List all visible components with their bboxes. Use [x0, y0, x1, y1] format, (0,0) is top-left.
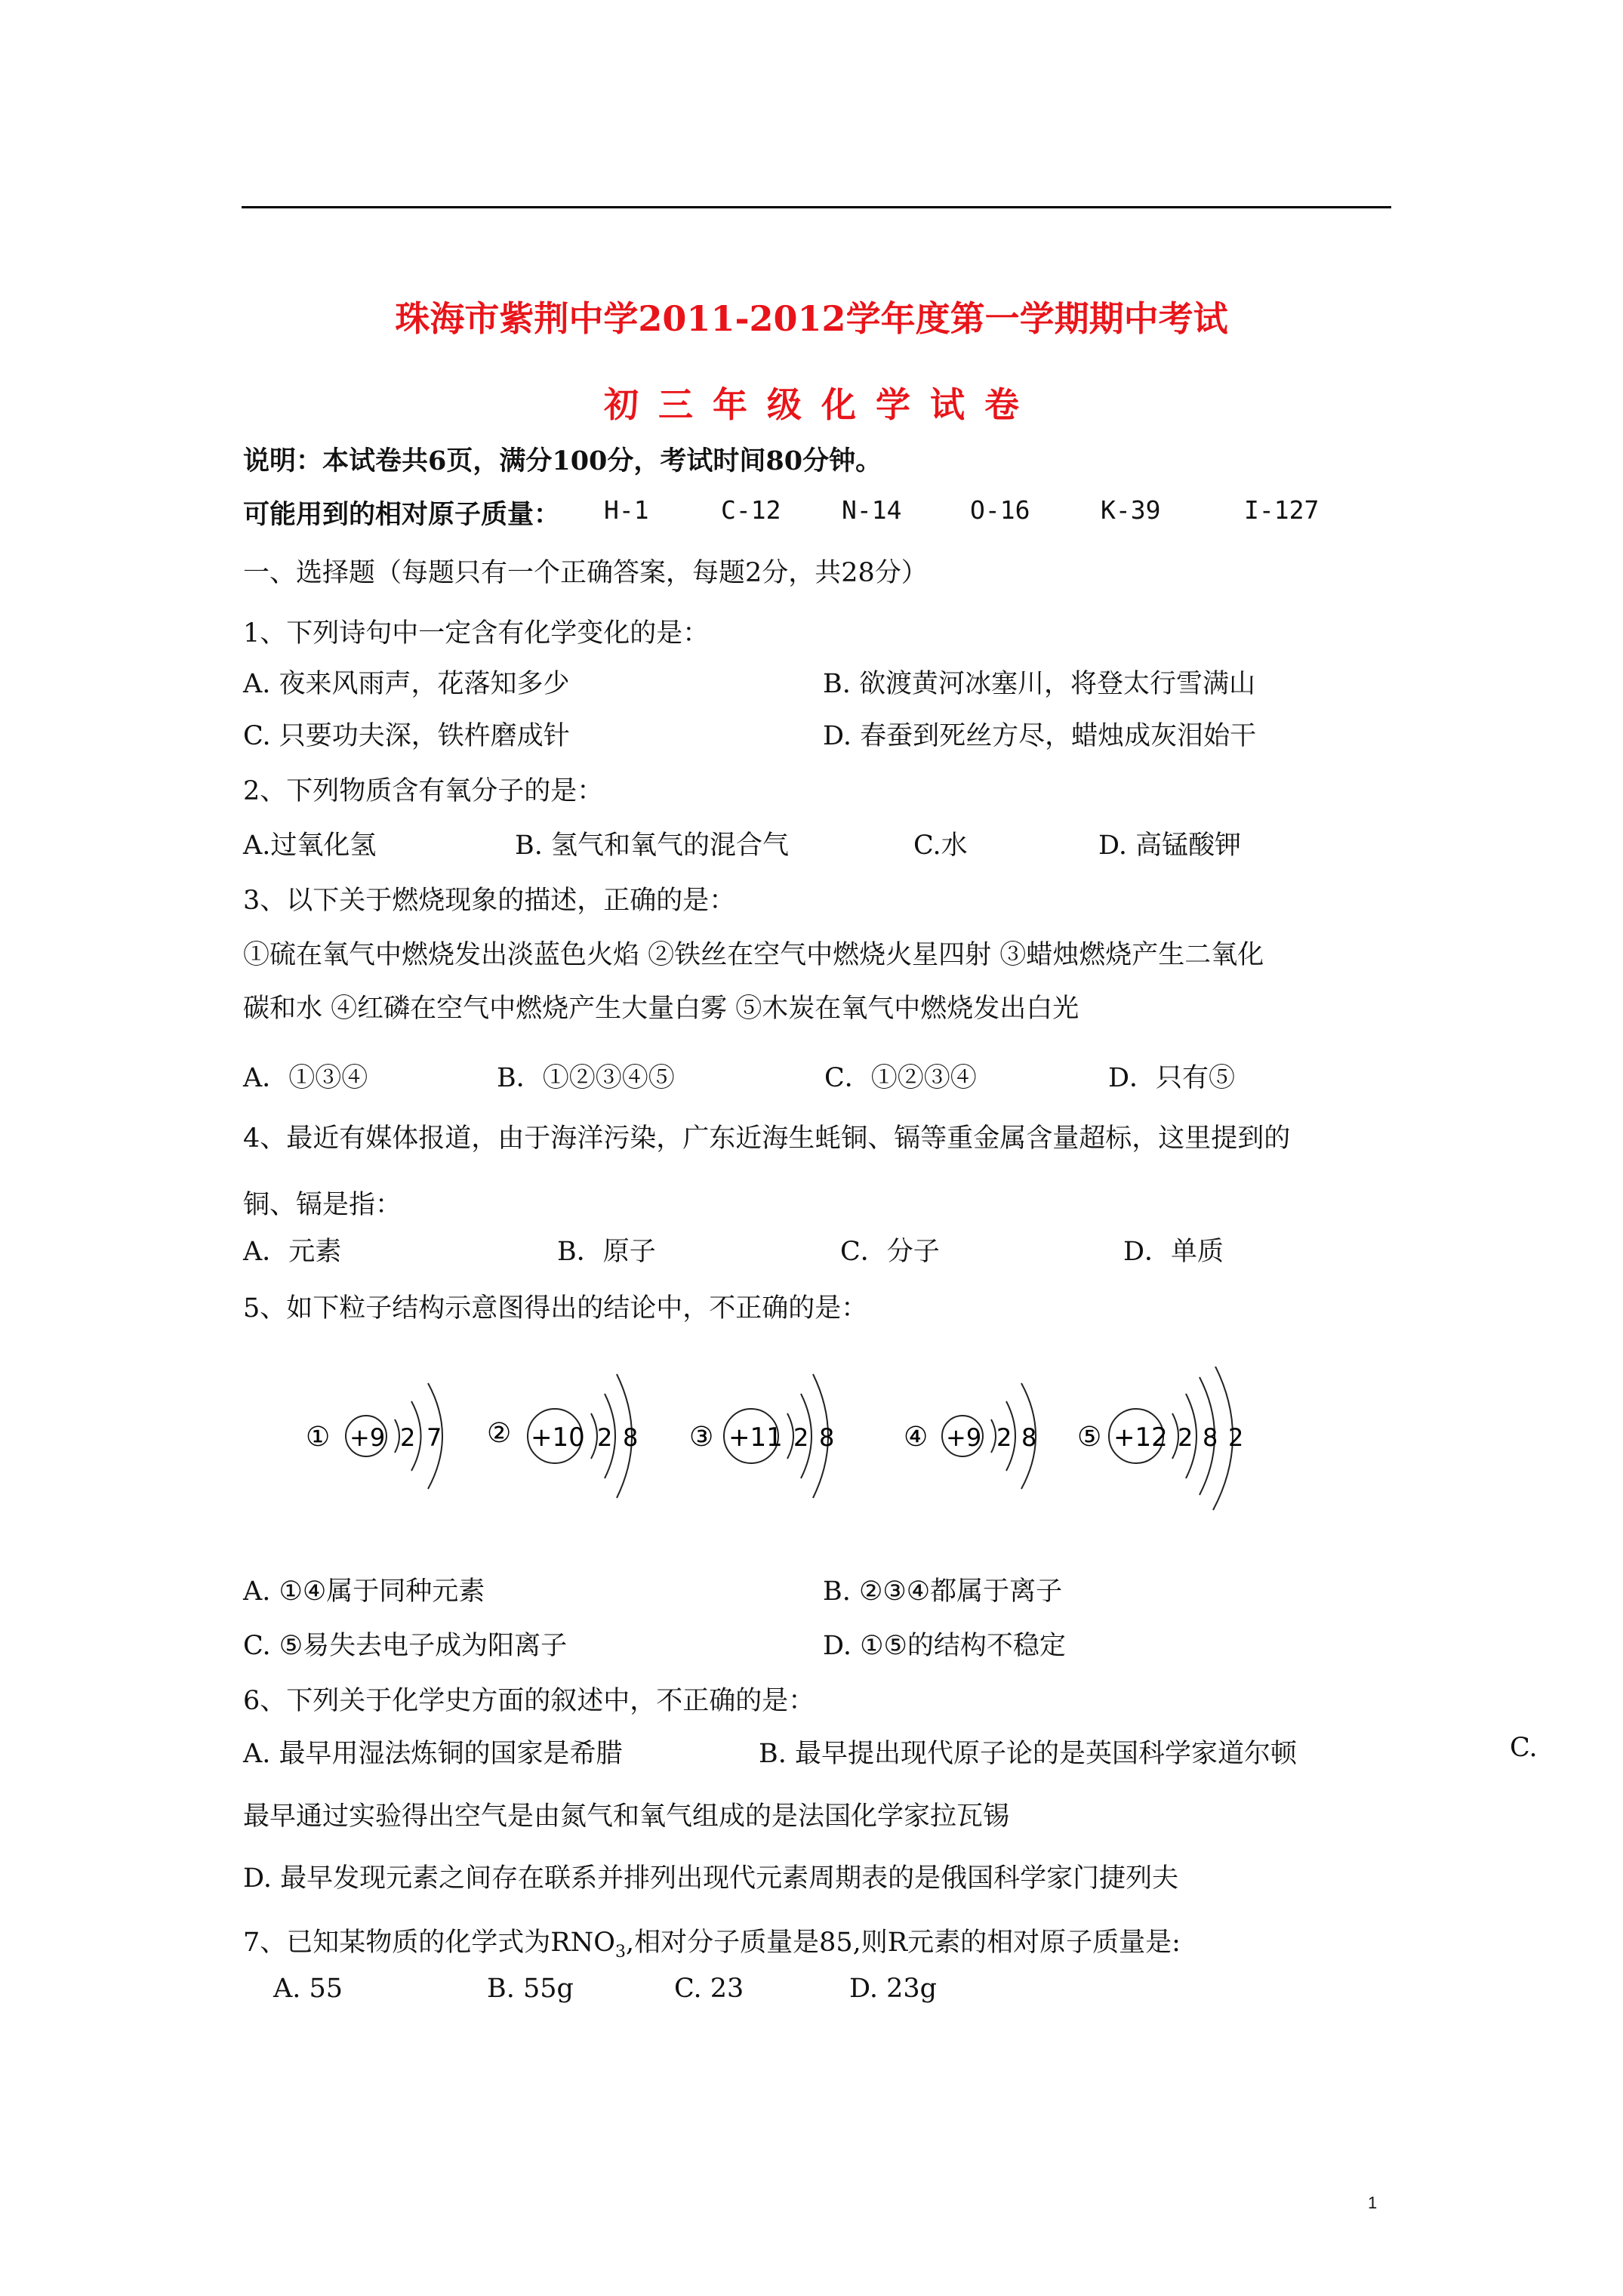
- q1-option-d: D. 春蚕到死丝方尽，蜡烛成灰泪始干: [823, 721, 1257, 751]
- q5-option-d: D. ①⑤的结构不稳定: [823, 1631, 1066, 1661]
- question-3-stem-line2: ①硫在氧气中燃烧发出淡蓝色火焰 ②铁丝在空气中燃烧火星四射 ③蜡烛燃烧产生二氧化: [243, 940, 1264, 970]
- diagram-2: [487, 1374, 638, 1498]
- atomic-mass-h: H-1: [604, 495, 649, 525]
- q1-option-b: B. 欲渡黄河冰塞川，将登太行雪满山: [823, 669, 1255, 699]
- diagram-5: [1077, 1367, 1243, 1510]
- svg-text:8: 8: [819, 1423, 835, 1452]
- q7-option-d: D. 23g: [849, 1974, 938, 2004]
- q1-option-c: C. 只要功夫深，铁杵磨成针: [243, 721, 570, 751]
- q2-option-b: B. 氢气和氧气的混合气: [515, 831, 789, 861]
- q2-option-c: C.水: [913, 831, 968, 861]
- q5-option-b: B. ②③④都属于离子: [823, 1576, 1063, 1607]
- atomic-mass-i: I-127: [1244, 495, 1320, 525]
- q6-option-d: D. 最早发现元素之间存在联系并排列出现代元素周期表的是俄国科学家门捷列夫: [243, 1863, 1179, 1894]
- atomic-mass-k: K-39: [1101, 495, 1161, 525]
- svg-text:8: 8: [623, 1423, 639, 1452]
- svg-text:⑤: ⑤: [1077, 1422, 1102, 1453]
- svg-text:2: 2: [1228, 1423, 1244, 1452]
- question-1-stem: 1、下列诗句中一定含有化学变化的是：: [243, 618, 710, 649]
- svg-text:③: ③: [689, 1422, 714, 1453]
- q6-option-a: A. 最早用湿法炼铜的国家是希腊: [243, 1739, 623, 1769]
- q6-option-c-text: 最早通过实验得出空气是由氮气和氧气组成的是法国化学家拉瓦锡: [243, 1801, 1010, 1832]
- question-6-stem: 6、下列关于化学史方面的叙述中，不正确的是：: [243, 1686, 815, 1716]
- svg-text:+12: +12: [1113, 1422, 1168, 1453]
- header-rule: [242, 206, 1391, 208]
- q2-option-d: D. 高锰酸钾: [1098, 831, 1242, 861]
- svg-text:2: 2: [400, 1423, 416, 1452]
- q7-option-b: B. 55g: [487, 1974, 574, 2004]
- svg-text:+9: +9: [350, 1423, 386, 1452]
- svg-text:2: 2: [1178, 1423, 1193, 1452]
- atomic-structure-diagrams: [298, 1367, 1302, 1533]
- exam-subtitle: 初三年级化学试卷: [604, 384, 1039, 425]
- question-7-stem: 7、已知某物质的化学式为$RNO_3$,相对分子质量是85,则R元素的相对原子质量是:: [243, 1928, 1181, 1962]
- q7-option-a: A. 55: [273, 1974, 343, 2004]
- q6-option-b: B. 最早提出现代原子论的是英国科学家道尔顿: [759, 1739, 1297, 1769]
- exam-note: 说明：本试卷共6页，满分100分，考试时间80分钟。: [243, 445, 882, 476]
- q3-option-d: D．只有⑤: [1108, 1063, 1236, 1093]
- q2-option-a: A.过氧化氢: [243, 831, 377, 861]
- svg-text:2: 2: [996, 1423, 1012, 1452]
- atomic-mass-c: C-12: [721, 495, 781, 525]
- svg-text:②: ②: [487, 1418, 512, 1449]
- question-4-stem-line2: 铜、镉是指：: [243, 1190, 402, 1220]
- svg-text:7: 7: [427, 1423, 442, 1452]
- q3-option-b: B．①②③④⑤: [497, 1063, 675, 1093]
- svg-text:8: 8: [1203, 1423, 1218, 1452]
- q5-option-c: C. ⑤易失去电子成为阳离子: [243, 1631, 568, 1661]
- q6-option-c-label: C.: [1510, 1733, 1538, 1763]
- question-2-stem: 2、下列物质含有氧分子的是：: [243, 776, 604, 806]
- atomic-mass-n: N-14: [842, 495, 902, 525]
- q3-option-a: A．①③④: [243, 1063, 368, 1093]
- q5-option-a: A. ①④属于同种元素: [243, 1576, 485, 1607]
- page-number: 1: [1368, 2193, 1378, 2212]
- q4-option-b: B．原子: [557, 1237, 656, 1267]
- q7-option-c: C. 23: [674, 1974, 744, 2004]
- diagram-3: [689, 1374, 834, 1498]
- question-4-stem: 4、最近有媒体报道，由于海洋污染，广东近海生蚝铜、镉等重金属含量超标，这里提到的: [243, 1123, 1291, 1154]
- diagram-1: [306, 1383, 442, 1489]
- svg-text:④: ④: [904, 1422, 929, 1453]
- q3-option-c: C．①②③④: [824, 1063, 977, 1093]
- q4-option-c: C．分子: [840, 1237, 940, 1267]
- svg-text:+11: +11: [728, 1422, 783, 1453]
- svg-text:①: ①: [306, 1422, 331, 1453]
- question-3-stem-line3: 碳和水 ④红磷在空气中燃烧产生大量白雾 ⑤木炭在氧气中燃烧发出白光: [243, 994, 1079, 1024]
- q1-option-a: A. 夜来风雨声，花落知多少: [243, 669, 570, 699]
- q4-option-a: A．元素: [243, 1237, 342, 1267]
- exam-title: 珠海市紫荆中学2011-2012学年度第一学期期中考试: [395, 298, 1228, 339]
- section-heading: 一、选择题（每题只有一个正确答案，每题2分，共28分）: [243, 558, 928, 588]
- svg-text:8: 8: [1021, 1423, 1037, 1452]
- question-3-stem: 3、以下关于燃烧现象的描述，正确的是：: [243, 886, 736, 916]
- question-5-stem: 5、如下粒子结构示意图得出的结论中，不正确的是：: [243, 1293, 868, 1324]
- q4-option-d: D．单质: [1123, 1237, 1224, 1267]
- atomic-mass-o: O-16: [970, 495, 1030, 525]
- svg-text:+9: +9: [946, 1423, 982, 1452]
- svg-text:2: 2: [597, 1423, 613, 1452]
- svg-text:2: 2: [793, 1423, 809, 1452]
- atomic-mass-label: 可能用到的相对原子质量：: [243, 499, 561, 530]
- svg-text:+10: +10: [531, 1422, 585, 1453]
- diagram-4: [904, 1383, 1036, 1489]
